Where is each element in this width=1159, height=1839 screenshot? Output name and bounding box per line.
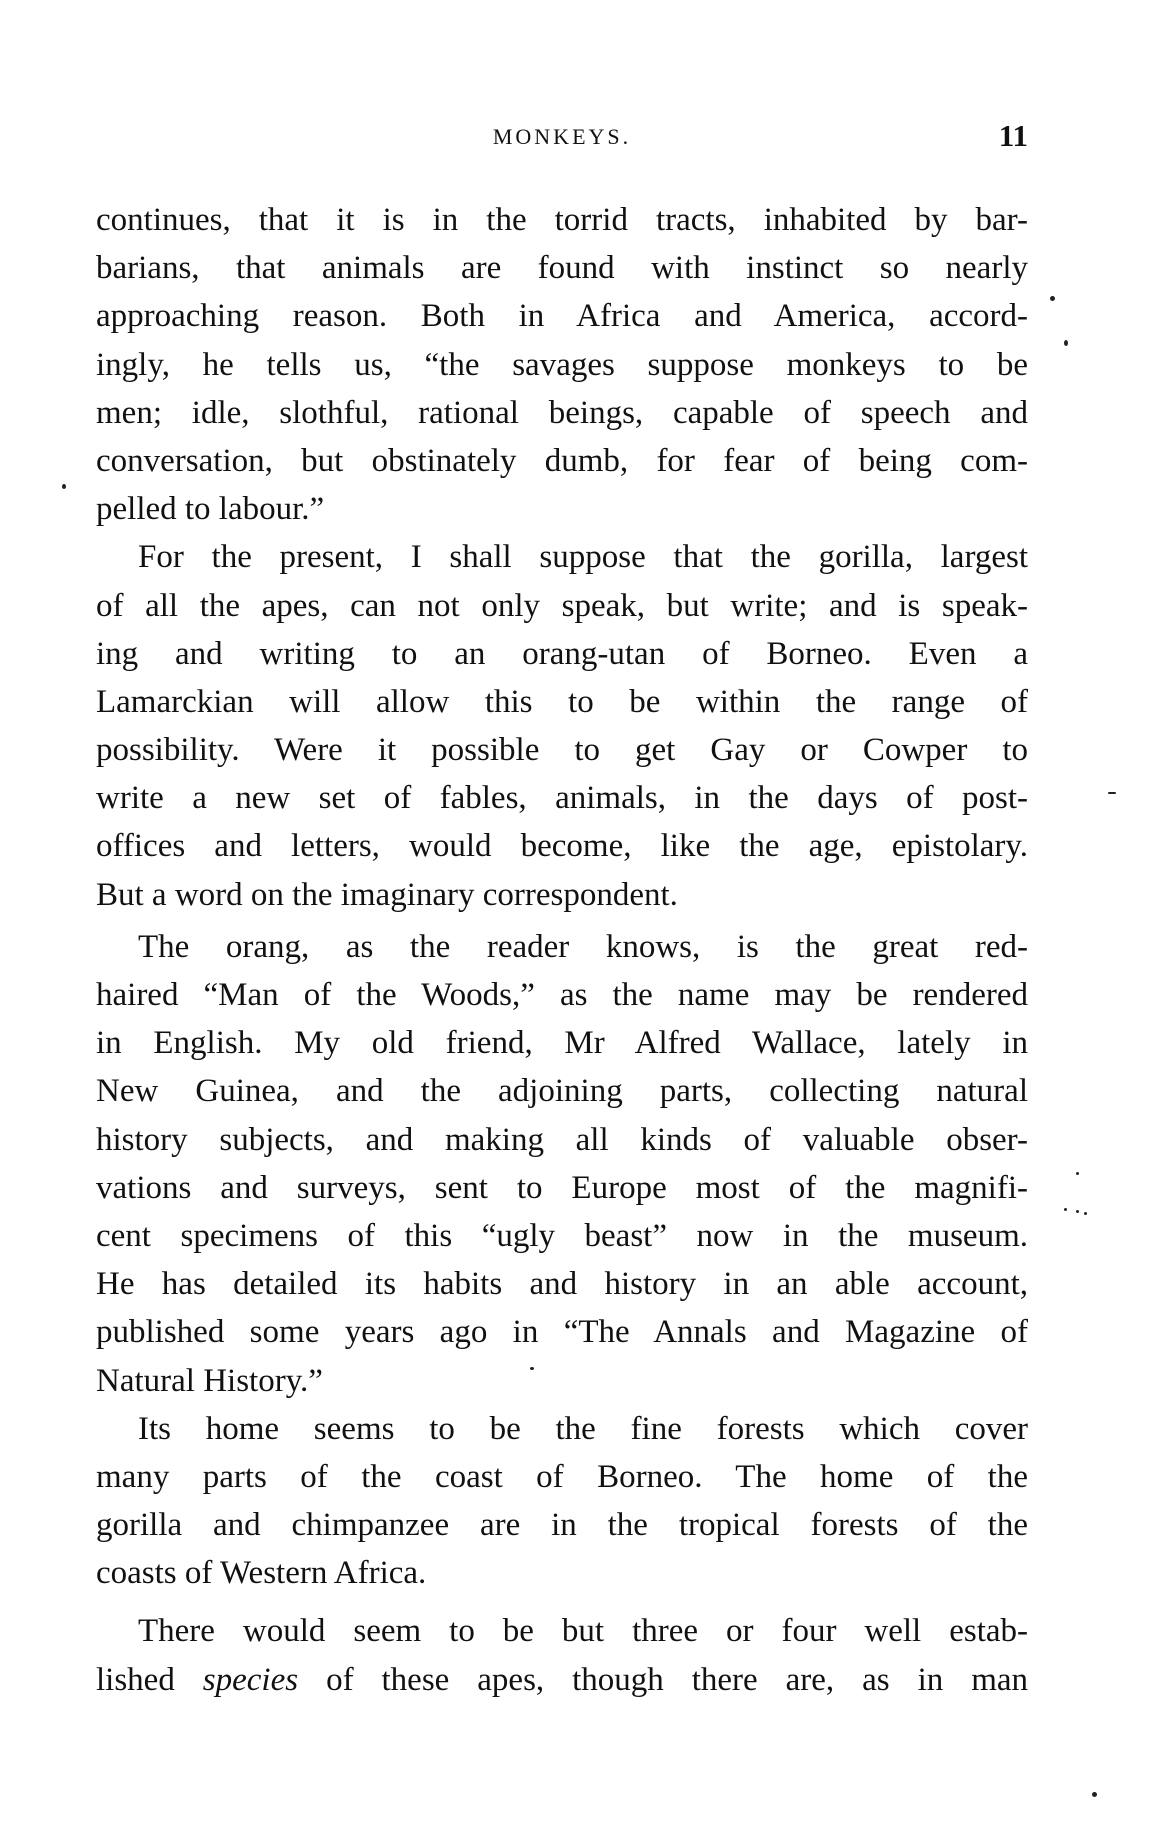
- text-line: Lamarckian will allow this to be within the range of: [96, 683, 1028, 720]
- margin-speck: [1064, 1208, 1067, 1211]
- margin-speck: [62, 484, 66, 489]
- text-line: offices and letters, would become, like the age, epistolary.: [96, 828, 1028, 865]
- text-line: of all the apes, can not only speak, but write; and is speak-: [96, 587, 1028, 624]
- text-line: vations and surveys, sent to Europe most of the magnifi-: [96, 1169, 1028, 1206]
- text-line: ing and writing to an orang-utan of Borneo. Even a: [96, 635, 1028, 672]
- text-line: cent specimens of this “ugly beast” now in the museum.: [96, 1217, 1028, 1254]
- text-line: He has detailed its habits and history in an able account,: [96, 1266, 1028, 1303]
- paragraph-start-line: Its home seems to be the fine forests which cover: [138, 1410, 1028, 1447]
- paragraph-start-line: For the present, I shall suppose that the gorilla, largest: [138, 539, 1028, 576]
- body-text: [96, 196, 1028, 1704]
- paragraph-start-line: The orang, as the reader knows, is the great red-: [138, 928, 1028, 965]
- text-line: But a word on the imaginary correspondent.: [96, 876, 678, 913]
- margin-speck: [1092, 1792, 1097, 1797]
- page-number: 11: [998, 118, 1028, 153]
- text-line: men; idle, slothful, rational beings, capable of speech and: [96, 394, 1028, 431]
- text-line: many parts of the coast of Borneo. The home of the: [96, 1458, 1028, 1495]
- text-line: coasts of Western Africa.: [96, 1555, 427, 1592]
- text-line: possibility. Were it possible to get Gay or Cowper to: [96, 732, 1028, 769]
- margin-speck: [1050, 296, 1055, 301]
- text-line: continues, that it is in the torrid tracts, inhabited by bar-: [96, 202, 1028, 238]
- margin-speck: [1076, 1210, 1079, 1213]
- margin-speck: [1108, 792, 1116, 794]
- text-line: New Guinea, and the adjoining parts, collecting natural: [96, 1073, 1028, 1110]
- text-line: gorilla and chimpanzee are in the tropical forests of the: [96, 1507, 1028, 1544]
- margin-speck: [1064, 340, 1068, 346]
- text-line: barians, that animals are found with instinct so nearly: [96, 250, 1028, 287]
- margin-speck: [530, 1367, 534, 1370]
- text-line: haired “Man of the Woods,” as the name may be rendered: [96, 977, 1028, 1013]
- text-line: history subjects, and making all kinds of valuable obser-: [96, 1121, 1028, 1158]
- text-line: approaching reason. Both in Africa and America, accord-: [96, 298, 1028, 335]
- text-line: Natural History.”: [96, 1362, 323, 1399]
- paragraph-start-line: There would seem to be but three or four well estab-: [138, 1613, 1028, 1650]
- italic-term: species: [202, 1661, 299, 1698]
- text-fragment: lished: [96, 1661, 175, 1698]
- text-line: pelled to labour.”: [96, 491, 325, 528]
- text-line: ingly, he tells us, “the savages suppose monkeys to be: [96, 346, 1028, 383]
- running-head: [96, 118, 1028, 158]
- text-line: published some years ago in “The Annals and Magazine of: [96, 1314, 1028, 1351]
- text-line: write a new set of fables, animals, in the days of post-: [96, 780, 1028, 817]
- text-line: in English. My old friend, Mr Alfred Wallace, lately in: [96, 1025, 1028, 1062]
- margin-speck: [1084, 1212, 1087, 1215]
- text-fragment: of these apes, though there are, as in man: [326, 1661, 1029, 1698]
- margin-speck: [1076, 1172, 1079, 1175]
- text-line: conversation, but obstinately dumb, for fear of being com-: [96, 442, 1028, 479]
- running-title: MONKEYS.: [492, 124, 632, 149]
- text-line: [96, 1656, 1028, 1704]
